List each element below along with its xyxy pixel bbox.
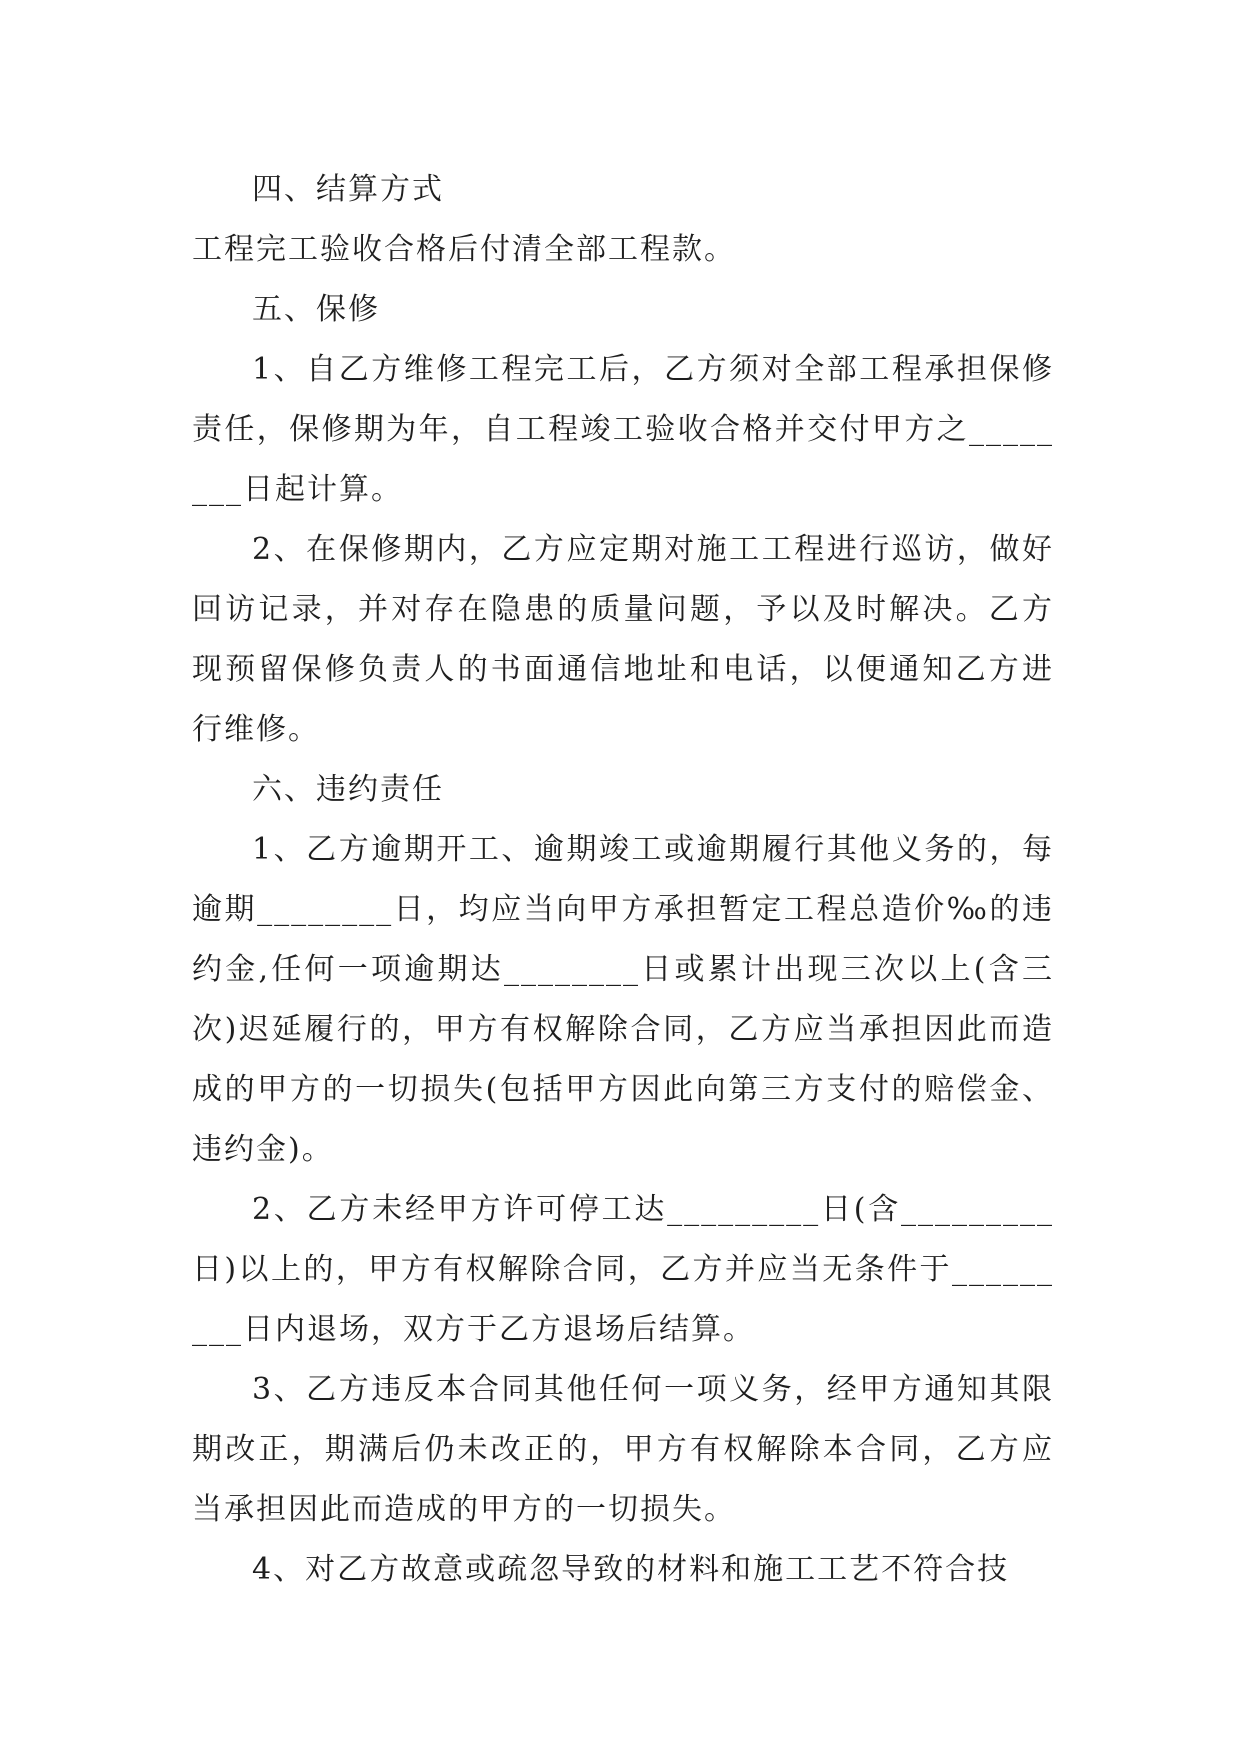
- paragraph-settlement: 工程完工验收合格后付清全部工程款。: [192, 232, 736, 267]
- paragraph-warranty-2: 2、在保修期内，乙方应定期对施工工程进行巡访，做好回访记录，并对存在隐患的质量问题，予以及时解决。乙方现预留保修负责人的书面通信地址和电话，以便通知乙方进行维修。: [192, 532, 1054, 747]
- section-heading-settlement: 四、结算方式: [252, 172, 444, 207]
- paragraph-liability-2: 2、乙方未经甲方许可停工达_________日(含_________日)以上的，甲方有权解除合同，乙方并应当无条件于_________日内退场，双方于乙方退场后结算。: [192, 1192, 1054, 1347]
- section-heading-liability: 六、违约责任: [252, 772, 444, 807]
- paragraph-warranty-1: 1、自乙方维修工程完工后，乙方须对全部工程承担保修责任，保修期为年，自工程竣工验收合格并交付甲方之________日起计算。: [192, 352, 1054, 507]
- section-heading-warranty: 五、保修: [252, 292, 380, 327]
- document-page: [192, 160, 1054, 1600]
- paragraph-liability-3: 3、乙方违反本合同其他任何一项义务，经甲方通知其限期改正，期满后仍未改正的，甲方有权解除本合同，乙方应当承担因此而造成的甲方的一切损失。: [192, 1372, 1054, 1527]
- paragraph-liability-1: 1、乙方逾期开工、逾期竣工或逾期履行其他义务的，每逾期________日，均应当向甲方承担暂定工程总造价‰的违约金,任何一项逾期达________日或累计出现三次以上(含三次)迟延履行的，甲方有权解除合同，乙方应当承担因此而造成的甲方的一切损失(包括甲方因此向第三方支付的赔偿金、违约金)。: [192, 832, 1054, 1167]
- paragraph-liability-4: 4、对乙方故意或疏忽导致的材料和施工工艺不符合技: [252, 1552, 1010, 1587]
